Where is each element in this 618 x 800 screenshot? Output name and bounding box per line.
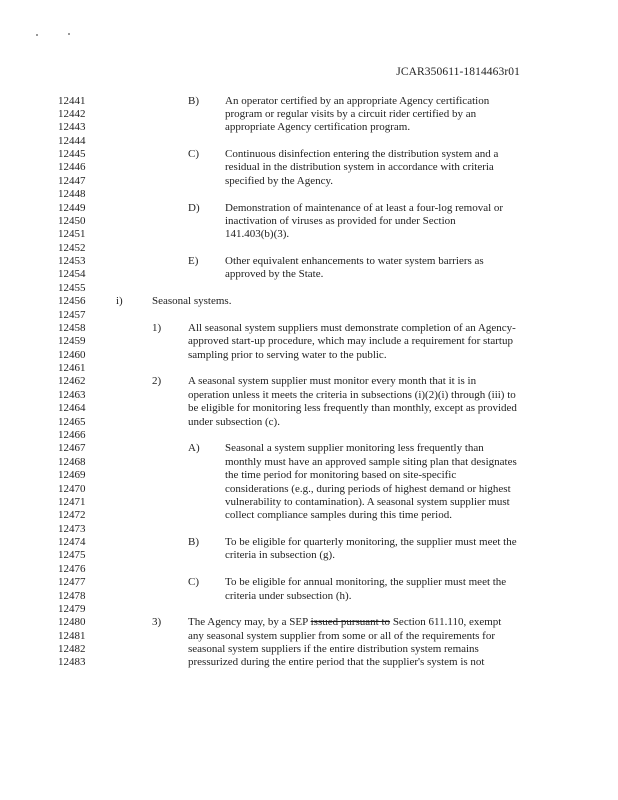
line-text-segment: Section 611.110, exempt [390,616,502,629]
line-text: To be eligible for quarterly monitoring, the supplier must meet the [225,536,517,549]
line-number: 12470 [58,482,86,495]
document-line [0,362,618,375]
line-text: considerations (e.g., during periods of highest demand or highest [225,482,511,495]
line-text: any seasonal system supplier from some or all of the requirements for [188,629,496,642]
document-line [0,95,618,108]
document-line [0,255,618,268]
line-number: 12447 [58,174,86,187]
document-line [0,509,618,522]
line-number: 12476 [58,562,86,575]
line-text: residual in the distribution system in accordance with criteria [225,161,494,174]
line-number: 12459 [58,335,86,348]
document-line [0,389,618,402]
line-text [188,616,501,629]
line-number: 12453 [58,255,86,268]
document-line [0,523,618,536]
document-line [0,483,618,496]
document-id-header: JCAR350611-1814463r01 [396,66,520,78]
line-text: To be eligible for annual monitoring, the supplier must meet the [225,576,507,589]
line-number: 12479 [58,602,86,615]
line-text: Continuous disinfection entering the distribution system and a [225,148,499,161]
document-line [0,469,618,482]
line-number: 12455 [58,281,86,294]
line-text: seasonal system suppliers if the entire distribution system remains [188,643,479,656]
line-text: operation unless it meets the criteria in subsections (i)(2)(i) through (iii) to [188,388,516,401]
line-number: 12480 [58,616,86,629]
document-line [0,268,618,281]
line-text: Demonstration of maintenance of at least a four-log removal or [225,201,504,214]
document-line [0,656,618,669]
line-number: 12468 [58,455,86,468]
line-number: 12465 [58,415,86,428]
line-text: Seasonal systems. [152,295,232,308]
line-text: Seasonal a system supplier monitoring less frequently than [225,442,484,455]
line-number: 12483 [58,656,86,669]
line-number: 12461 [58,362,86,375]
line-number: 12457 [58,308,86,321]
subsection-marker: B) [188,536,199,549]
document-line [0,563,618,576]
line-text: monthly must have an approved sample siting plan that designates [225,455,517,468]
line-number: 12451 [58,228,86,241]
document-line [0,309,618,322]
scan-speck [68,33,70,35]
document-line [0,603,618,616]
line-number: 12481 [58,629,86,642]
document-line [0,349,618,362]
document-line [0,590,618,603]
document-line [0,148,618,161]
subsection-marker: C) [188,148,199,161]
line-number: 12449 [58,201,86,214]
document-line [0,295,618,308]
line-text: criteria in subsection (g). [225,549,335,562]
line-number: 12452 [58,241,86,254]
line-text: A seasonal system supplier must monitor every month that it is in [188,375,477,388]
subsection-marker: B) [188,94,199,107]
line-number: 12478 [58,589,86,602]
line-text: Other equivalent enhancements to water system barriers as [225,255,484,268]
document-line [0,375,618,388]
line-number: 12445 [58,148,86,161]
line-number: 12456 [58,295,86,308]
subsection-marker: i) [116,295,123,308]
struck-text: issued pursuant to [310,616,391,629]
document-line [0,322,618,335]
document-line [0,335,618,348]
document-line [0,496,618,509]
line-number: 12443 [58,121,86,134]
line-number: 12473 [58,522,86,535]
line-number: 12463 [58,388,86,401]
line-text: vulnerability to contamination). A seasonal system supplier must [225,495,510,508]
line-number: 12472 [58,509,86,522]
subsection-marker: 3) [152,616,162,629]
line-number: 12474 [58,536,86,549]
document-line [0,402,618,415]
line-text: specified by the Agency. [225,174,334,187]
line-text: An operator certified by an appropriate Agency certification [225,94,490,107]
line-text: sampling prior to serving water to the public. [188,348,387,361]
document-line [0,161,618,174]
line-number: 12466 [58,429,86,441]
line-number: 12462 [58,375,86,388]
line-number: 12471 [58,495,86,508]
line-text: under subsection (c). [188,415,280,428]
line-text: program or regular visits by a circuit rider certified by an [225,107,477,120]
document-line [0,549,618,562]
line-text: collect compliance samples during this time period. [225,509,452,522]
line-text: the time period for monitoring based on site-specific [225,469,457,482]
line-number: 12441 [58,94,86,107]
subsection-marker: C) [188,576,199,589]
subsection-marker: 1) [152,321,162,334]
line-text: All seasonal system suppliers must demonstrate completion of an Agency- [188,321,516,334]
line-number: 12477 [58,576,86,589]
line-text: criteria under subsection (h). [225,589,352,602]
document-line [0,135,618,148]
document-line [0,442,618,455]
document-line [0,108,618,121]
scan-speck [36,34,38,36]
subsection-marker: 2) [152,375,162,388]
line-number: 12448 [58,188,86,201]
document-line [0,616,618,629]
subsection-marker: E) [188,255,199,268]
document-line [0,215,618,228]
line-text: approved by the State. [225,268,324,281]
line-number: 12469 [58,469,86,482]
document-line [0,121,618,134]
document-line [0,536,618,549]
line-text: pressurized during the entire period that the supplier's system is not [188,656,485,669]
line-text-segment: The Agency may, by a SEP [188,616,311,629]
document-line [0,188,618,201]
line-number: 12460 [58,348,86,361]
line-number: 12458 [58,321,86,334]
document-line [0,202,618,215]
document-line [0,282,618,295]
document-line [0,242,618,255]
line-number: 12446 [58,161,86,174]
line-text: approved start-up procedure, which may include a requirement for startup [188,335,513,348]
document-line [0,456,618,469]
line-number: 12442 [58,107,86,120]
line-text: 141.403(b)(3). [225,228,290,241]
line-text: inactivation of viruses as provided for under Section [225,214,456,227]
line-number: 12454 [58,268,86,281]
document-line [0,429,618,442]
line-number: 12444 [58,134,86,147]
line-number: 12464 [58,402,86,415]
line-number: 12482 [58,643,86,656]
document-line [0,228,618,241]
subsection-marker: D) [188,201,200,214]
document-line [0,630,618,643]
line-number: 12450 [58,214,86,227]
line-number: 12467 [58,442,86,455]
document-line [0,643,618,656]
line-number: 12475 [58,549,86,562]
document-line [0,175,618,188]
subsection-marker: A) [188,442,200,455]
document-line [0,576,618,589]
line-text: be eligible for monitoring less frequently than monthly, except as provided [188,402,517,415]
document-line [0,416,618,429]
line-text: appropriate Agency certification program. [225,121,411,134]
